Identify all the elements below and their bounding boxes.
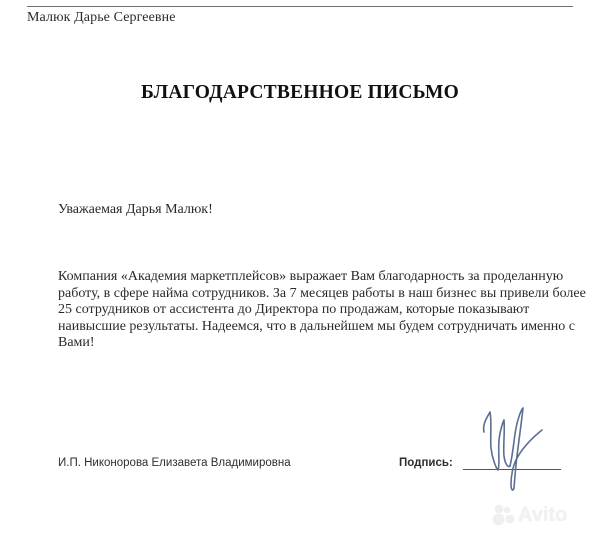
signer-name: И.П. Никонорова Елизавета Владимировна xyxy=(58,457,291,469)
body-line: работу, в сфере найма сотрудников. За 7 месяцев работы в наш бизнес вы привели более xyxy=(58,285,586,301)
avito-watermark xyxy=(493,500,593,530)
letter-body xyxy=(58,269,586,352)
avito-logo-icon xyxy=(493,504,515,526)
letter-title: БЛАГОДАРСТВЕННОЕ ПИСЬМО xyxy=(141,82,459,103)
recipient-line: Малюк Дарье Сергеевне xyxy=(27,10,176,25)
greeting: Уважаемая Дарья Малюк! xyxy=(58,202,213,217)
signature-label: Подпись: xyxy=(399,457,453,469)
body-line: Вами! xyxy=(58,335,95,351)
body-line: 25 сотрудников от ассистента до Директора по продажам, которые показывают xyxy=(58,302,530,318)
handwritten-signature-icon xyxy=(476,402,546,494)
body-line: наивысшие результаты. Надеемся, что в дальнейшем мы будем сотрудничать именно с xyxy=(58,318,575,334)
body-line: Компания «Академия маркетплейсов» выражает Вам благодарность за проделанную xyxy=(58,269,564,284)
avito-watermark-text: Avito xyxy=(518,503,568,526)
header-divider xyxy=(27,6,573,7)
